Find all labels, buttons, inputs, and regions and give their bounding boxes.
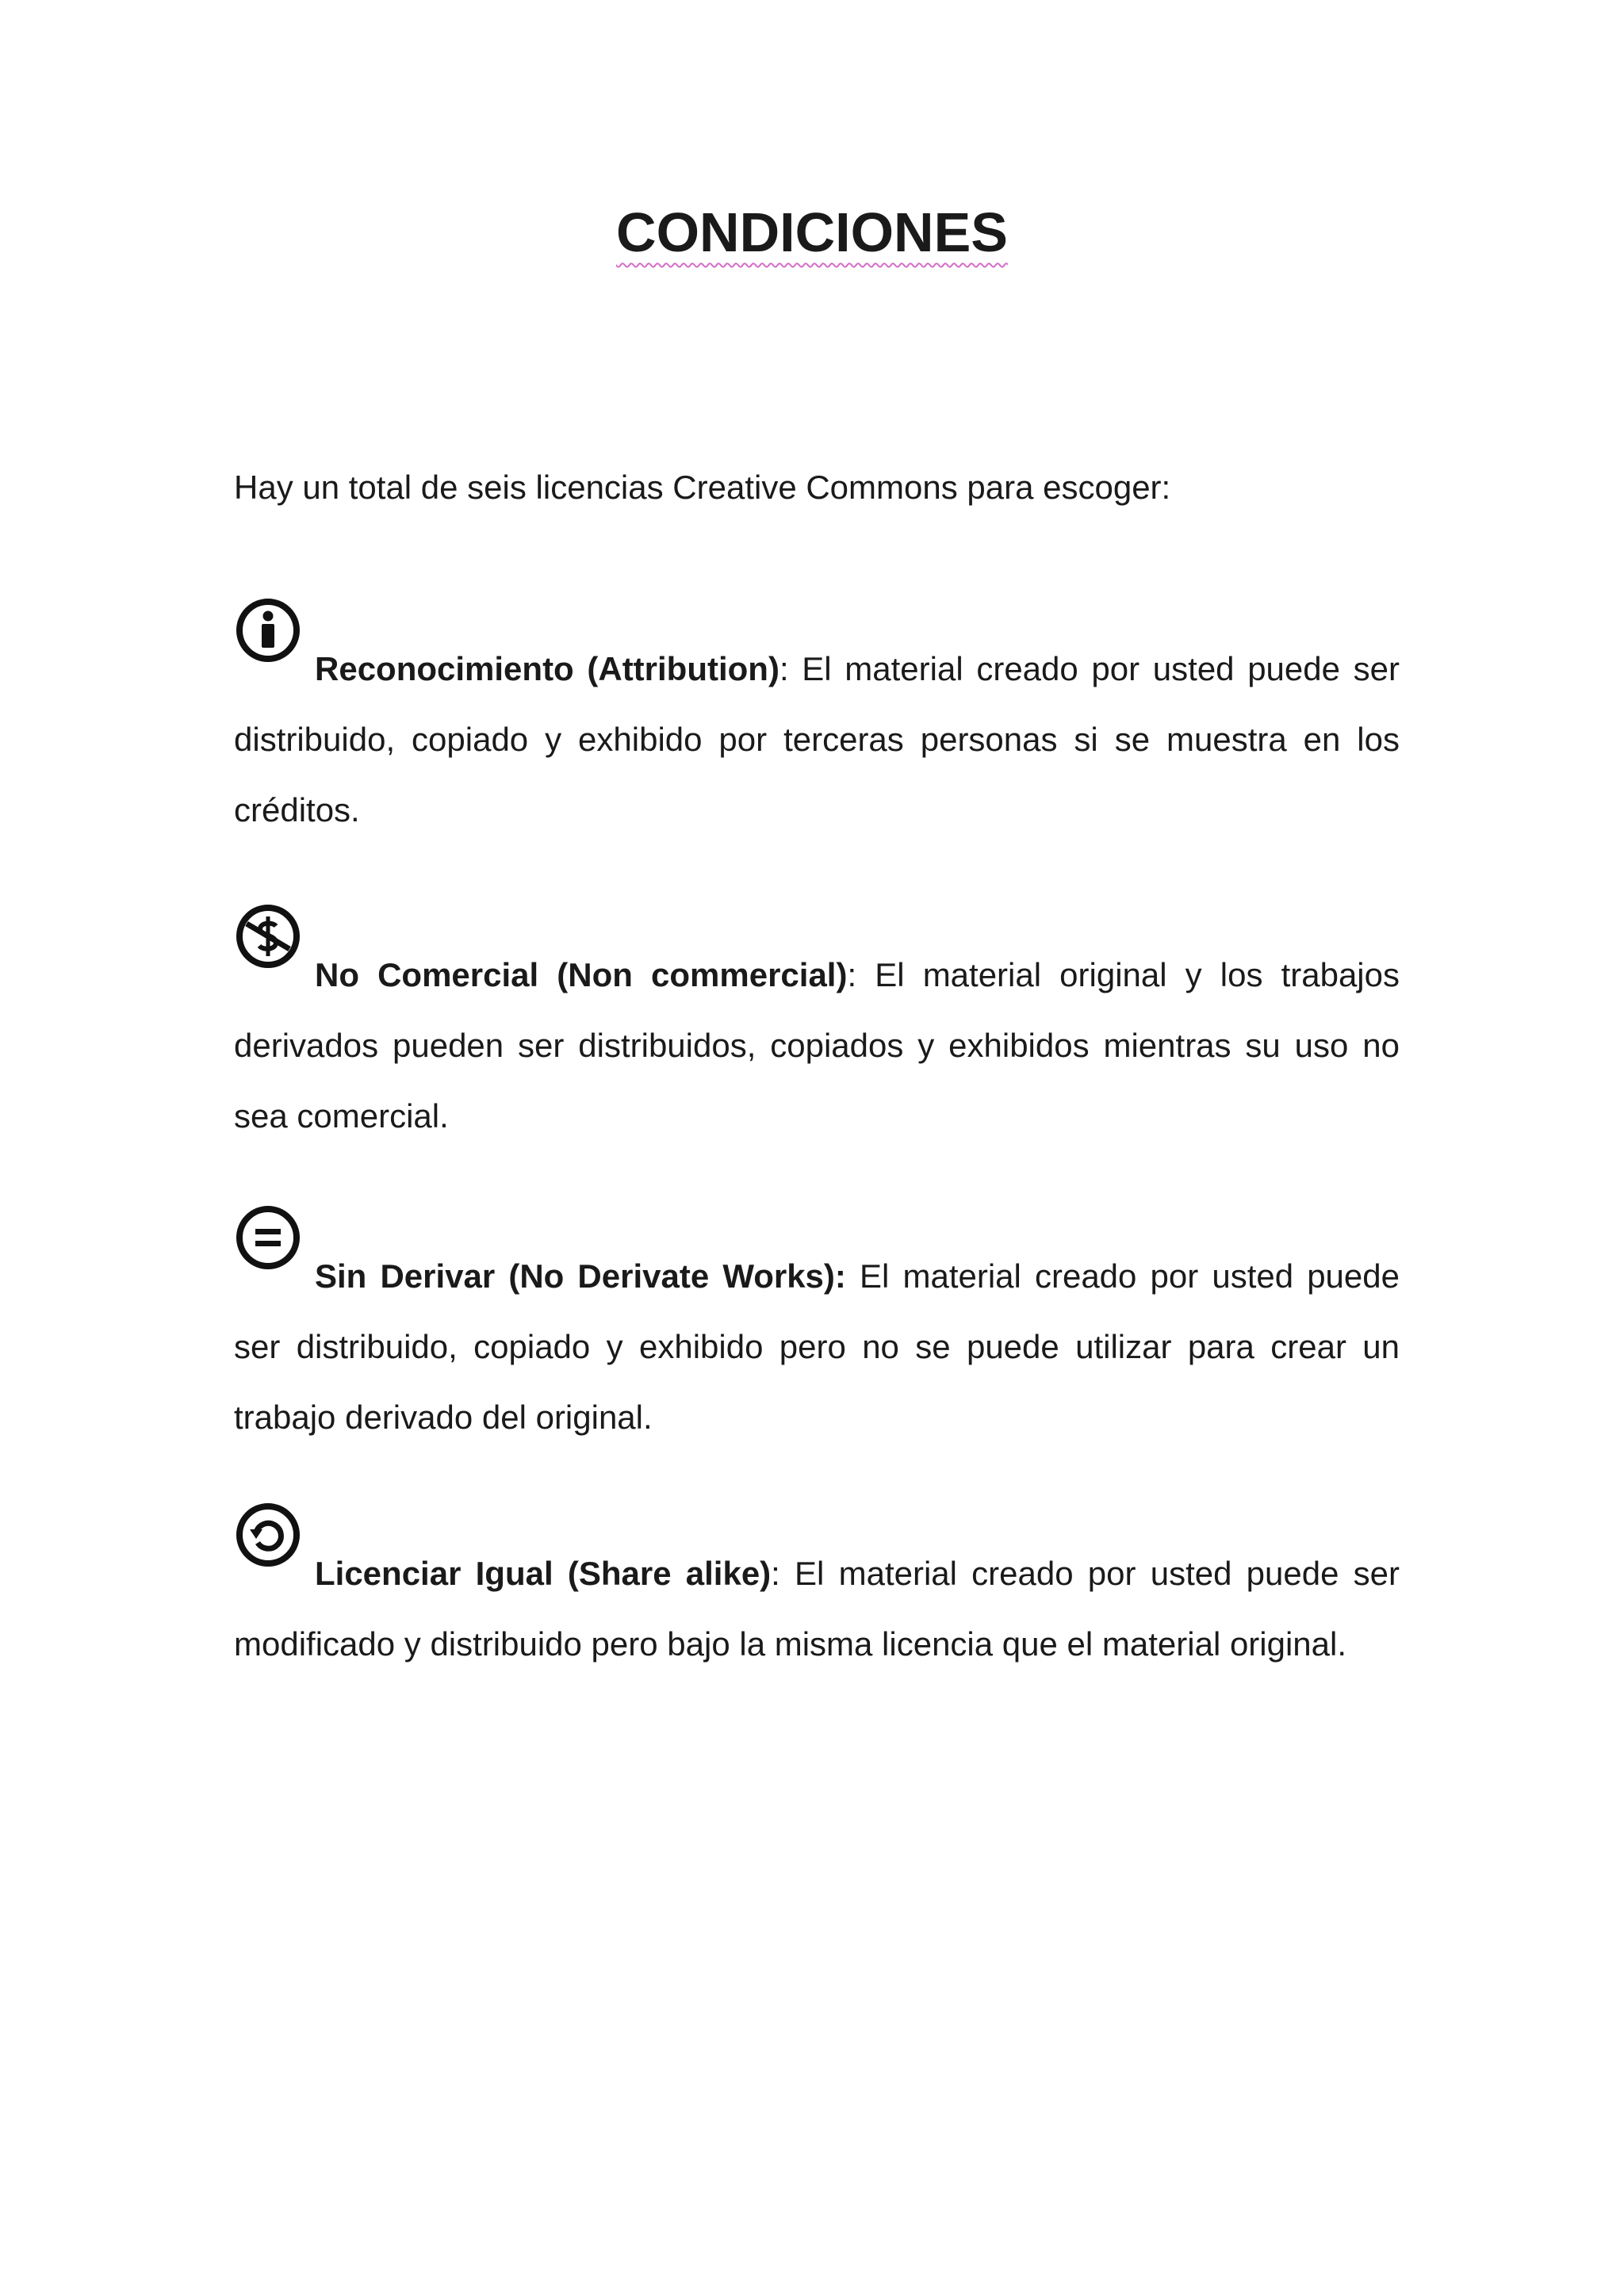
condition-attribution (234, 596, 1400, 845)
condition-sharealike-text: El material creado por usted puede ser modificado y distribuido pero bajo la misma licencia que el material original. (234, 1555, 1400, 1663)
condition-noderivs (234, 1203, 1400, 1452)
condition-sharealike (234, 1501, 1400, 1679)
cc-by-attribution-icon (234, 596, 302, 664)
condition-attribution-text: El material creado por usted puede ser distribuido, copiado y exhibido por terceras personas si se muestra en los créditos. (234, 650, 1400, 828)
condition-noderivs-text: El material creado por usted puede ser distribuido, copiado y exhibido pero no se puede utilizar para crear un trabajo derivado del original. (234, 1257, 1400, 1436)
condition-sharealike-title: Licenciar Igual (Share alike) (315, 1555, 772, 1592)
page-title (0, 197, 1624, 268)
condition-noncommercial-text: El material original y los trabajos derivados pueden ser distribuidos, copiados y exhibidos mientras su uso no sea comercial. (234, 956, 1400, 1135)
intro-paragraph: Hay un total de seis licencias Creative Commons para escoger: (234, 469, 1171, 506)
condition-noncommercial-separator: : (847, 956, 857, 993)
condition-attribution-separator: : (779, 650, 789, 687)
condition-sharealike-separator: : (771, 1555, 780, 1592)
page-title-text: CONDICIONES (616, 201, 1008, 263)
cc-nd-noderivs-icon (234, 1203, 302, 1272)
condition-noncommercial (234, 902, 1400, 1151)
condition-noncommercial-title: No Comercial (Non commercial) (315, 956, 848, 993)
condition-noderivs-title: Sin Derivar (No Derivate Works): (315, 1257, 846, 1295)
cc-nc-noncommercial-icon (234, 902, 302, 970)
condition-attribution-title: Reconocimiento (Attribution) (315, 650, 779, 687)
cc-sa-sharealike-icon (234, 1501, 302, 1569)
